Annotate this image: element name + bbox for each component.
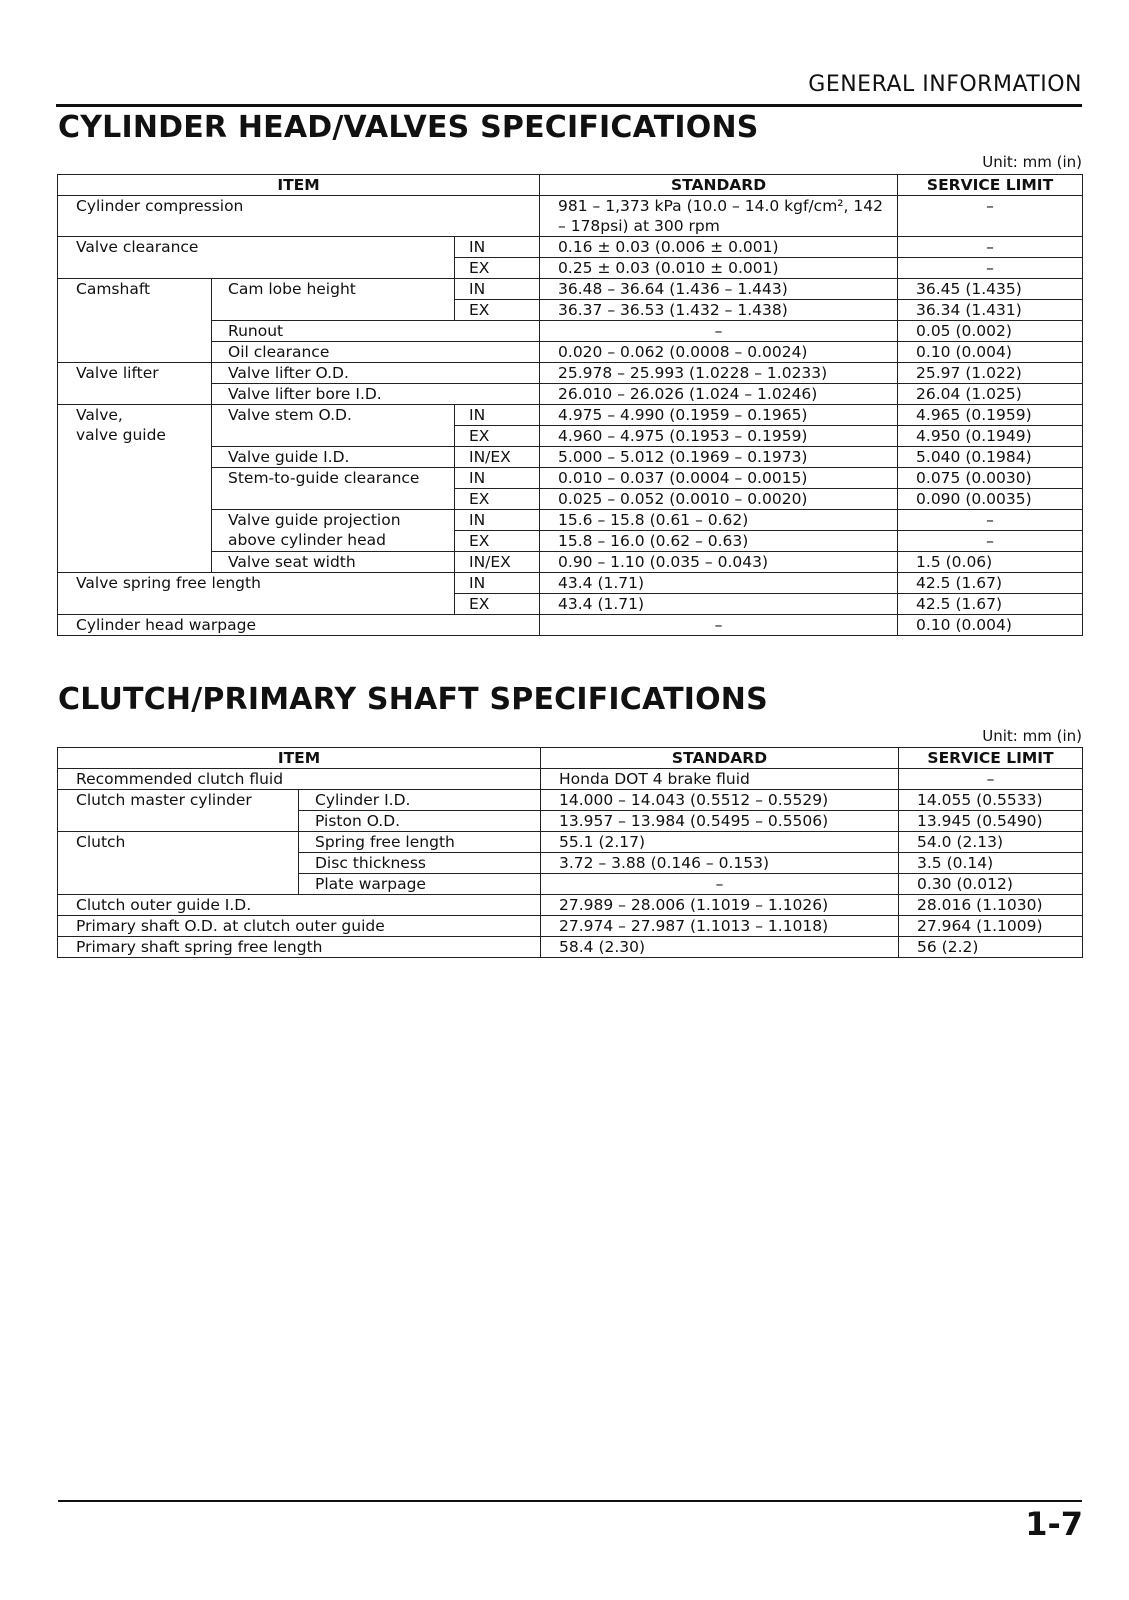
service-limit-cell: 0.10 (0.004) <box>898 342 1083 363</box>
sub-item-line: Valve guide projection <box>228 511 401 529</box>
table-row <box>58 468 1083 489</box>
standard-cell: 36.48 – 36.64 (1.436 – 1.443) <box>540 279 898 300</box>
table-row <box>58 769 1083 790</box>
in-ex-cell: IN <box>455 468 540 489</box>
standard-cell: 3.72 – 3.88 (0.146 – 0.153) <box>541 853 899 874</box>
sub-item-cell: Cam lobe height <box>212 279 455 321</box>
service-limit-cell: 3.5 (0.14) <box>899 853 1083 874</box>
standard-cell: 43.4 (1.71) <box>540 573 898 594</box>
item-cell: Clutch <box>58 832 299 895</box>
service-limit-cell: 27.964 (1.1009) <box>899 916 1083 937</box>
standard-cell: 15.6 – 15.8 (0.61 – 0.62) <box>540 510 898 531</box>
col-item-header: ITEM <box>58 748 541 769</box>
col-service-limit-header: SERVICE LIMIT <box>898 175 1083 196</box>
sub-item-cell: Piston O.D. <box>299 811 541 832</box>
service-limit-cell: 42.5 (1.67) <box>898 594 1083 615</box>
item-cell: Valve clearance <box>58 237 455 279</box>
table-row <box>58 552 1083 573</box>
cylinder-head-spec-table <box>57 174 1083 636</box>
item-cell: Primary shaft spring free length <box>58 937 541 958</box>
standard-cell: 0.010 – 0.037 (0.0004 – 0.0015) <box>540 468 898 489</box>
standard-cell: 27.989 – 28.006 (1.1019 – 1.1026) <box>541 895 899 916</box>
standard-cell: 4.960 – 4.975 (0.1953 – 0.1959) <box>540 426 898 447</box>
standard-cell: 36.37 – 36.53 (1.432 – 1.438) <box>540 300 898 321</box>
table-row <box>58 196 1083 237</box>
standard-cell: 0.90 – 1.10 (0.035 – 0.043) <box>540 552 898 573</box>
clutch-spec-table <box>57 747 1083 958</box>
item-cell: Clutch master cylinder <box>58 790 299 832</box>
service-limit-cell: – <box>898 237 1083 258</box>
item-cell: Primary shaft O.D. at clutch outer guide <box>58 916 541 937</box>
table-row <box>58 832 1083 853</box>
table-row <box>58 510 1083 531</box>
service-limit-cell: – <box>898 196 1083 237</box>
item-line: valve guide <box>76 426 166 444</box>
service-limit-cell: 5.040 (0.1984) <box>898 447 1083 468</box>
sub-item-cell: Valve guide I.D. <box>212 447 455 468</box>
item-line: Valve, <box>76 406 123 424</box>
sub-item-cell: Cylinder I.D. <box>299 790 541 811</box>
standard-cell: 43.4 (1.71) <box>540 594 898 615</box>
standard-cell: 14.000 – 14.043 (0.5512 – 0.5529) <box>541 790 899 811</box>
clutch-unit: Unit: mm (in) <box>982 727 1082 745</box>
col-standard-header: STANDARD <box>540 175 898 196</box>
sub-item-cell: Runout <box>212 321 540 342</box>
table-row <box>58 937 1083 958</box>
standard-cell: – <box>540 615 898 636</box>
in-ex-cell: EX <box>455 489 540 510</box>
service-limit-cell: 0.10 (0.004) <box>898 615 1083 636</box>
standard-cell: 0.25 ± 0.03 (0.010 ± 0.001) <box>540 258 898 279</box>
standard-cell: 15.8 – 16.0 (0.62 – 0.63) <box>540 531 898 552</box>
standard-cell: 0.020 – 0.062 (0.0008 – 0.0024) <box>540 342 898 363</box>
in-ex-cell: EX <box>455 300 540 321</box>
standard-cell: Honda DOT 4 brake fluid <box>541 769 899 790</box>
table-row <box>58 405 1083 426</box>
table-row <box>58 363 1083 384</box>
standard-cell: 25.978 – 25.993 (1.0228 – 1.0233) <box>540 363 898 384</box>
sub-item-cell: Valve seat width <box>212 552 455 573</box>
service-limit-cell: 0.075 (0.0030) <box>898 468 1083 489</box>
item-cell: Cylinder compression <box>58 196 540 237</box>
table-row <box>58 916 1083 937</box>
sub-item-cell: Valve lifter O.D. <box>212 363 540 384</box>
clutch-title: CLUTCH/PRIMARY SHAFT SPECIFICATIONS <box>58 682 768 717</box>
standard-cell: 58.4 (2.30) <box>541 937 899 958</box>
service-limit-cell: – <box>899 769 1083 790</box>
standard-cell: 0.025 – 0.052 (0.0010 – 0.0020) <box>540 489 898 510</box>
standard-cell: 4.975 – 4.990 (0.1959 – 0.1965) <box>540 405 898 426</box>
item-cell: Camshaft <box>58 279 212 363</box>
service-limit-cell: 54.0 (2.13) <box>899 832 1083 853</box>
service-limit-cell: 14.055 (0.5533) <box>899 790 1083 811</box>
table-row <box>58 790 1083 811</box>
table-row <box>58 615 1083 636</box>
service-limit-cell: 0.05 (0.002) <box>898 321 1083 342</box>
item-cell: Recommended clutch fluid <box>58 769 541 790</box>
service-limit-cell: 28.016 (1.1030) <box>899 895 1083 916</box>
service-limit-cell: 13.945 (0.5490) <box>899 811 1083 832</box>
item-cell: Clutch outer guide I.D. <box>58 895 541 916</box>
service-limit-cell: – <box>898 510 1083 531</box>
in-ex-cell: IN <box>455 510 540 531</box>
sub-item-cell: Valve lifter bore I.D. <box>212 384 540 405</box>
service-limit-cell: 25.97 (1.022) <box>898 363 1083 384</box>
table-header-row <box>58 175 1083 196</box>
table-row <box>58 384 1083 405</box>
section-header: GENERAL INFORMATION <box>808 72 1082 97</box>
col-item-header: ITEM <box>58 175 540 196</box>
table-row <box>58 321 1083 342</box>
sub-item-cell <box>212 510 455 552</box>
in-ex-cell: EX <box>455 426 540 447</box>
service-limit-cell: 36.45 (1.435) <box>898 279 1083 300</box>
in-ex-cell: IN <box>455 279 540 300</box>
service-limit-cell: 26.04 (1.025) <box>898 384 1083 405</box>
col-standard-header: STANDARD <box>541 748 899 769</box>
service-limit-cell: 42.5 (1.67) <box>898 573 1083 594</box>
sub-item-cell: Oil clearance <box>212 342 540 363</box>
in-ex-cell: EX <box>455 594 540 615</box>
footer-rule <box>58 1500 1082 1502</box>
item-cell <box>58 405 212 573</box>
standard-cell: – <box>541 874 899 895</box>
service-limit-cell: 1.5 (0.06) <box>898 552 1083 573</box>
service-limit-cell: – <box>898 258 1083 279</box>
in-ex-cell: EX <box>455 258 540 279</box>
item-cell: Valve lifter <box>58 363 212 405</box>
standard-cell: 5.000 – 5.012 (0.1969 – 0.1973) <box>540 447 898 468</box>
table-row <box>58 342 1083 363</box>
service-limit-cell: 0.30 (0.012) <box>899 874 1083 895</box>
sub-item-cell: Disc thickness <box>299 853 541 874</box>
service-limit-cell: 36.34 (1.431) <box>898 300 1083 321</box>
standard-cell: 27.974 – 27.987 (1.1013 – 1.1018) <box>541 916 899 937</box>
table-row <box>58 895 1083 916</box>
service-limit-cell: 56 (2.2) <box>899 937 1083 958</box>
in-ex-cell: EX <box>455 531 540 552</box>
table-header-row <box>58 748 1083 769</box>
header-rule <box>56 104 1082 107</box>
in-ex-cell: IN <box>455 237 540 258</box>
in-ex-cell: IN <box>455 573 540 594</box>
col-service-limit-header: SERVICE LIMIT <box>899 748 1083 769</box>
service-limit-cell: – <box>898 531 1083 552</box>
in-ex-cell: IN/EX <box>455 552 540 573</box>
in-ex-cell: IN/EX <box>455 447 540 468</box>
sub-item-cell: Spring free length <box>299 832 541 853</box>
standard-cell: 981 – 1,373 kPa (10.0 – 14.0 kgf/cm², 142 – 178psi) at 300 rpm <box>540 196 898 237</box>
standard-cell: 26.010 – 26.026 (1.024 – 1.0246) <box>540 384 898 405</box>
page-number: 1-7 <box>1025 1505 1083 1543</box>
standard-cell: – <box>540 321 898 342</box>
item-cell: Valve spring free length <box>58 573 455 615</box>
cylinder-head-unit: Unit: mm (in) <box>982 153 1082 171</box>
sub-item-cell: Plate warpage <box>299 874 541 895</box>
item-cell: Cylinder head warpage <box>58 615 540 636</box>
sub-item-cell: Stem-to-guide clearance <box>212 468 455 510</box>
standard-cell: 0.16 ± 0.03 (0.006 ± 0.001) <box>540 237 898 258</box>
sub-item-line: above cylinder head <box>228 531 386 549</box>
table-row <box>58 447 1083 468</box>
table-row <box>58 573 1083 594</box>
table-row <box>58 237 1083 258</box>
standard-cell: 13.957 – 13.984 (0.5495 – 0.5506) <box>541 811 899 832</box>
sub-item-cell: Valve stem O.D. <box>212 405 455 447</box>
in-ex-cell: IN <box>455 405 540 426</box>
table-row <box>58 279 1083 300</box>
service-limit-cell: 4.965 (0.1959) <box>898 405 1083 426</box>
service-limit-cell: 4.950 (0.1949) <box>898 426 1083 447</box>
standard-cell: 55.1 (2.17) <box>541 832 899 853</box>
cylinder-head-title: CYLINDER HEAD/VALVES SPECIFICATIONS <box>58 110 759 145</box>
service-limit-cell: 0.090 (0.0035) <box>898 489 1083 510</box>
